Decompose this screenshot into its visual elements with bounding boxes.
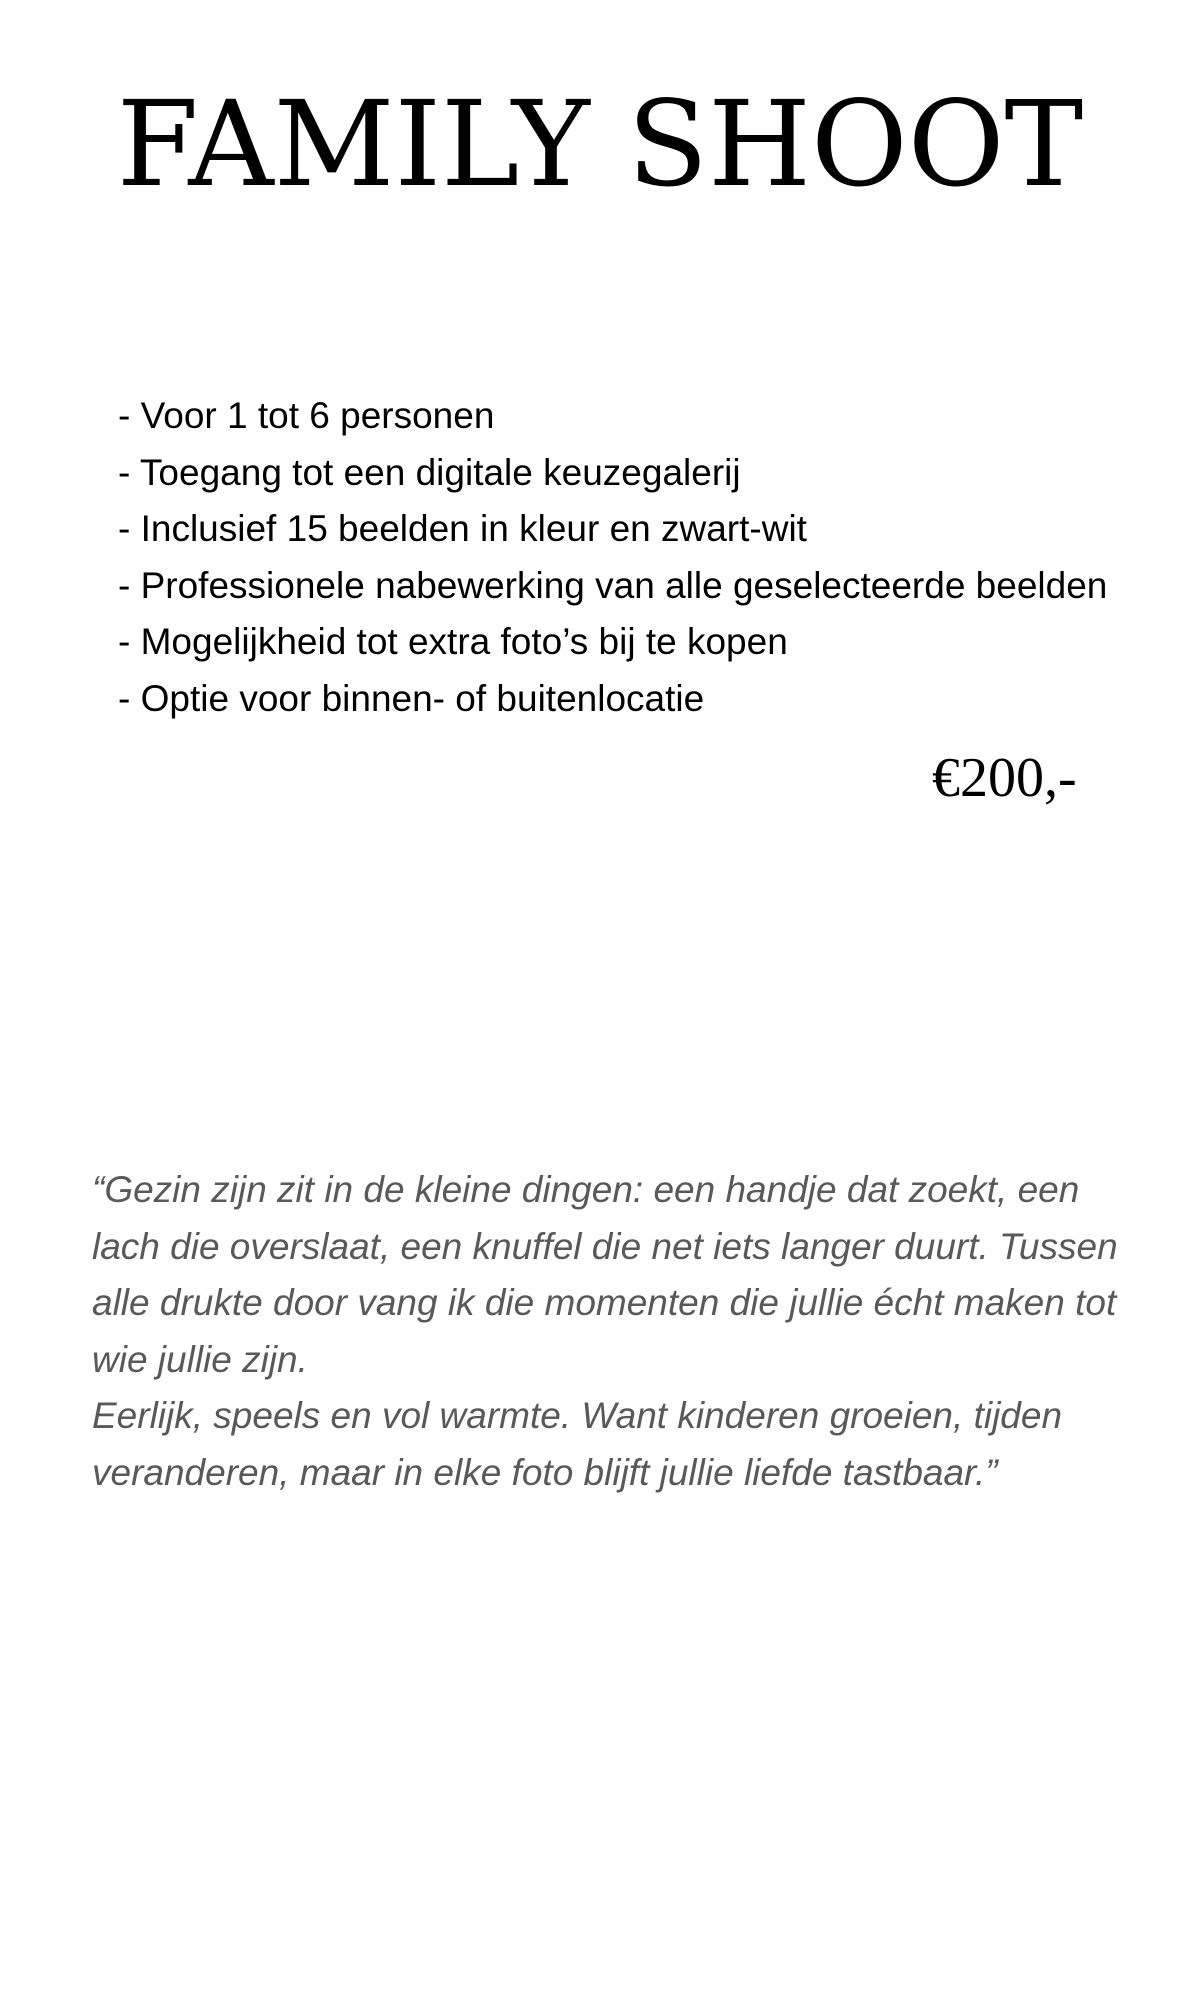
quote-paragraph: Eerlijk, speels en vol warmte. Want kinderen groeien, tijden veranderen, maar in elke foto blijft jullie liefde tastbaar.” — [92, 1395, 1063, 1493]
feature-item: - Optie voor binnen- of buitenlocatie — [118, 677, 705, 719]
feature-item: - Voor 1 tot 6 personen — [118, 395, 495, 436]
quote-paragraph: “Gezin zijn zit in de kleine dingen: een handje dat zoekt, een lach die overslaat, een knuffel die net iets langer duurt. Tussen alle drukte door vang ik die momenten die jullie écht maken tot wie jullie zijn. — [92, 1169, 1118, 1380]
price-label: €200,- — [932, 747, 1077, 809]
testimonial-quote — [92, 1162, 1152, 1501]
feature-item: - Professionele nabewerking van alle geselecteerde beelden — [118, 564, 1108, 606]
feature-item: - Inclusief 15 beelden in kleur en zwart-wit — [118, 508, 807, 549]
feature-list — [118, 388, 1107, 727]
feature-item: - Mogelijkheid tot extra foto’s bij te kopen — [118, 621, 788, 662]
page-title: FAMILY SHOOT — [116, 75, 1084, 213]
feature-item: - Toegang tot een digitale keuzegalerij — [118, 451, 741, 493]
